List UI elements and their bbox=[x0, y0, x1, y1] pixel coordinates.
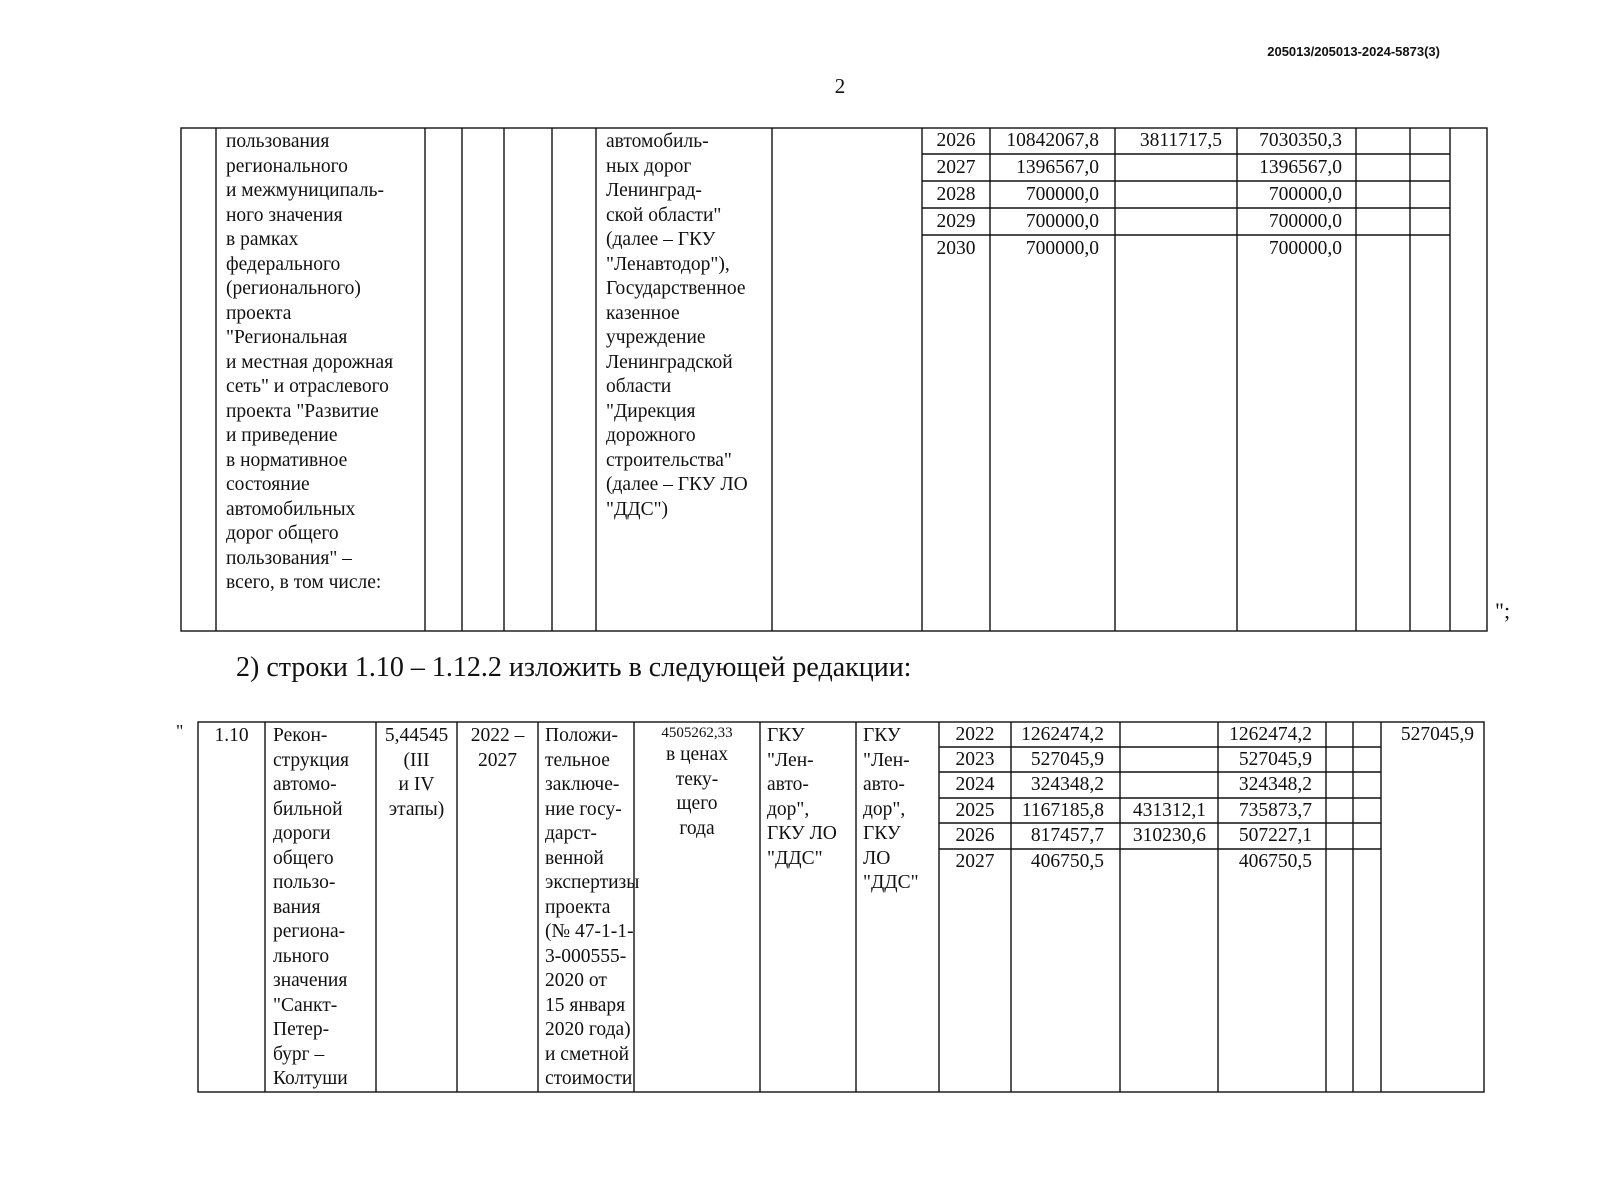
top-executor-cell: автомобиль- ных дорог Ленинград- ской области" (далее – ГКУ "Ленавтодор"), Государственное казенное учреждение Ленинградской области "Дирекция дорожного строительства" (далее – ГКУ ЛО "ДДС") bbox=[606, 131, 748, 520]
capacity-cell: 5,44545 (III и IV этапы) bbox=[384, 725, 449, 820]
bottom-year-2027: 2027 bbox=[955, 851, 995, 872]
row-number: 1.10 bbox=[214, 725, 249, 746]
object-name-cell: Рекон- струкция автомо- бильной дороги общего пользо- вания региона- льного значения "Санкт- Петер- бург – Колтуши bbox=[273, 725, 349, 1089]
bottom-regional-2024: 324348,2 bbox=[1238, 774, 1312, 795]
top-federal-2026: 3811717,5 bbox=[1139, 130, 1222, 151]
top-total-2027: 1396567,0 bbox=[1016, 157, 1099, 178]
top-regional-2026: 7030350,3 bbox=[1259, 130, 1342, 151]
document-id: 205013/205013-2024-5873(3) bbox=[1267, 44, 1440, 59]
bottom-regional-2026: 507227,1 bbox=[1238, 825, 1312, 846]
top-total-2029: 700000,0 bbox=[1025, 211, 1099, 232]
bottom-regional-2027: 406750,5 bbox=[1238, 851, 1312, 872]
developer-cell: ГКУ "Лен- авто- дор", ГКУ ЛО "ДДС" bbox=[863, 725, 919, 893]
bottom-total-2023: 527045,9 bbox=[1030, 749, 1104, 770]
top-regional-2027: 1396567,0 bbox=[1259, 157, 1342, 178]
top-name-cell: пользования регионального и межмуниципаль- ного значения в рамках федерального (регионального) проекта "Региональная и местная дорожная сеть" и отраслевого проекта "Развитие и приведение в нормативное состояние автомобильных дорог общего пользования" – всего, в том числе: bbox=[226, 131, 394, 593]
top-year-2026: 2026 bbox=[936, 130, 976, 151]
bottom-total-2026: 817457,7 bbox=[1030, 825, 1104, 846]
opening-quote: " bbox=[176, 721, 184, 741]
bottom-total-2027: 406750,5 bbox=[1030, 851, 1104, 872]
closing-quote: "; bbox=[1495, 598, 1511, 623]
bottom-federal-2026: 310230,6 bbox=[1132, 825, 1206, 846]
bottom-year-2024: 2024 bbox=[955, 774, 995, 795]
bottom-year-2026: 2026 bbox=[955, 825, 995, 846]
basis-cell: Положи- тельное заключе- ние госу- дарст- венной экспертизы проекта (№ 47-1-1- 3-000555- 2020 от 15 января 2020 года) и сметной стоимости bbox=[545, 725, 640, 1089]
bottom-federal-2025: 431312,1 bbox=[1132, 800, 1206, 821]
result-value: 527045,9 bbox=[1400, 724, 1474, 745]
top-regional-2029: 700000,0 bbox=[1268, 211, 1342, 232]
section-heading: 2) строки 1.10 – 1.12.2 изложить в следующей редакции: bbox=[236, 652, 912, 683]
top-regional-2028: 700000,0 bbox=[1268, 184, 1342, 205]
top-year-2027: 2027 bbox=[936, 157, 976, 178]
top-year-2029: 2029 bbox=[936, 211, 976, 232]
bottom-year-2023: 2023 bbox=[955, 749, 995, 770]
page-number: 2 bbox=[834, 74, 846, 98]
customer-cell: ГКУ "Лен- авто- дор", ГКУ ЛО "ДДС" bbox=[767, 725, 837, 869]
bottom-regional-2025: 735873,7 bbox=[1238, 800, 1312, 821]
top-year-2030: 2030 bbox=[936, 238, 976, 259]
bottom-regional-2022: 1262474,2 bbox=[1229, 724, 1312, 745]
bottom-total-2024: 324348,2 bbox=[1030, 774, 1104, 795]
top-regional-2030: 700000,0 bbox=[1268, 238, 1342, 259]
cost-note: в ценах теку- щего года bbox=[665, 744, 728, 839]
top-year-2028: 2028 bbox=[936, 184, 976, 205]
bottom-year-2025: 2025 bbox=[955, 800, 995, 821]
bottom-regional-2023: 527045,9 bbox=[1238, 749, 1312, 770]
period-cell: 2022 – 2027 bbox=[470, 725, 525, 771]
top-total-2030: 700000,0 bbox=[1025, 238, 1099, 259]
top-total-2028: 700000,0 bbox=[1025, 184, 1099, 205]
bottom-total-2025: 1167185,8 bbox=[1021, 800, 1104, 821]
top-total-2026: 10842067,8 bbox=[1006, 130, 1099, 151]
bottom-total-2022: 1262474,2 bbox=[1021, 724, 1104, 745]
bottom-year-2022: 2022 bbox=[955, 724, 995, 745]
cost-value: 4505262,33 bbox=[661, 725, 733, 741]
